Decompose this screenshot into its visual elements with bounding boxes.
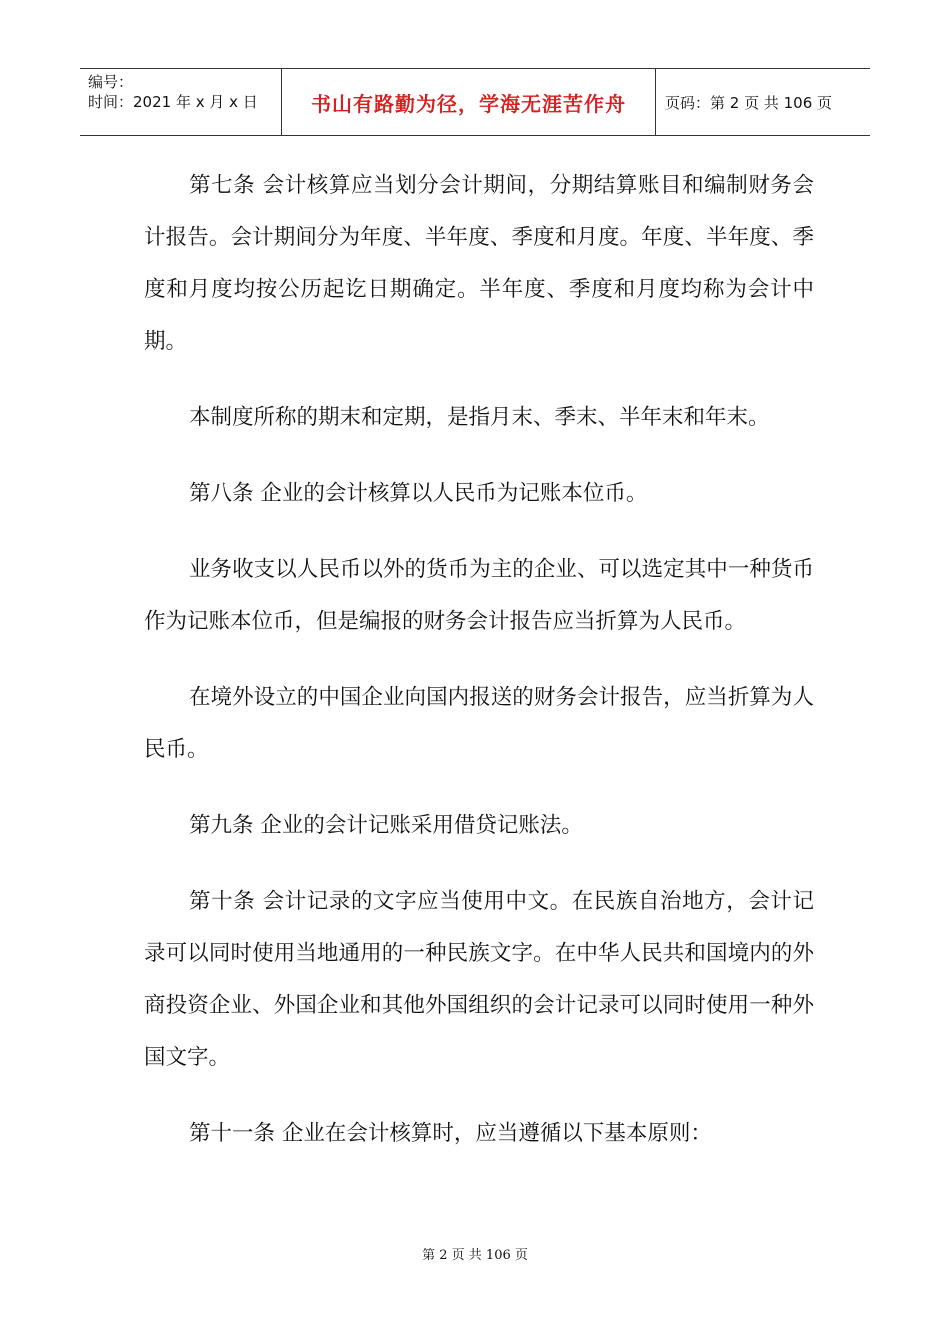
document-body bbox=[144, 160, 814, 1184]
page-header bbox=[80, 68, 870, 136]
foreign-currency-paragraph: 业务收支以人民币以外的货币为主的企业、可以选定其中一种货币作为记账本位币，但是编报的财务会计报告应当折算为人民币。 bbox=[144, 557, 814, 634]
article-11-paragraph: 第十一条 企业在会计核算时，应当遵循以下基本原则： bbox=[189, 1121, 712, 1146]
article-9-paragraph: 第九条 企业的会计记账采用借贷记账法。 bbox=[189, 813, 583, 838]
document-date: 时间：2021 年 x 月 x 日 bbox=[88, 93, 258, 111]
document-number-label: 编号： bbox=[88, 73, 134, 91]
header-page-number: 页码：第 2 页 共 106 页 bbox=[665, 93, 833, 112]
overseas-enterprise-paragraph: 在境外设立的中国企业向国内报送的财务会计报告，应当折算为人民币。 bbox=[144, 685, 814, 762]
article-8-paragraph: 第八条 企业的会计核算以人民币为记账本位币。 bbox=[189, 481, 648, 506]
page-footer: 第 2 页 共 106 页 bbox=[422, 1248, 528, 1263]
header-meta bbox=[80, 69, 282, 135]
article-7-paragraph: 第七条 会计核算应当划分会计期间，分期结算账目和编制财务会计报告。会计期间分为年度、半年度、季度和月度。年度、半年度、季度和月度均按公历起讫日期确定。半年度、季度和月度均称为会计中期。 bbox=[144, 173, 814, 354]
article-10-paragraph: 第十条 会计记录的文字应当使用中文。在民族自治地方，会计记录可以同时使用当地通用的一种民族文字。在中华人民共和国境内的外商投资企业、外国企业和其他外国组织的会计记录可以同时使用一种外国文字。 bbox=[144, 889, 814, 1070]
header-page-info bbox=[656, 69, 870, 135]
header-motto-cell bbox=[282, 69, 656, 135]
header-motto: 书山有路勤为径，学海无涯苦作舟 bbox=[311, 91, 626, 116]
period-definition-paragraph: 本制度所称的期末和定期，是指月末、季末、半年末和年末。 bbox=[189, 405, 770, 430]
